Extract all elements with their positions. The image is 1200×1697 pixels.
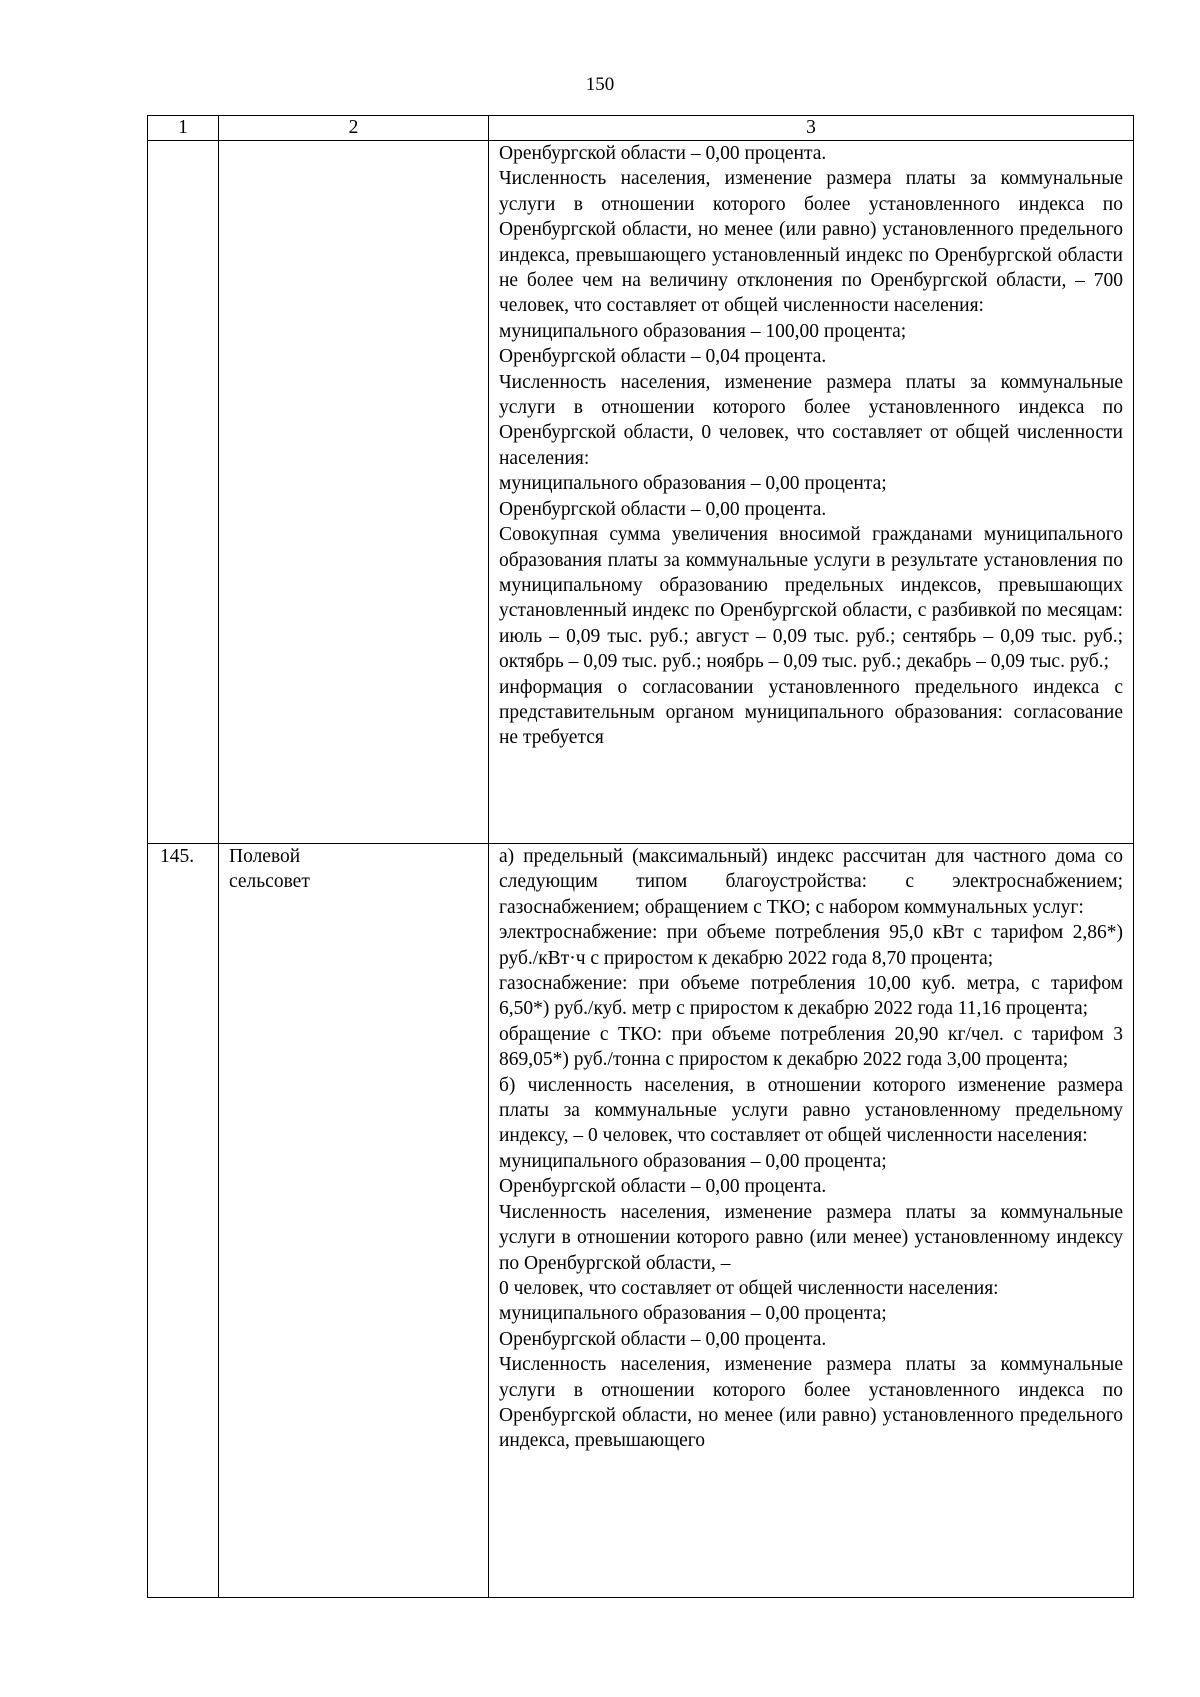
municipality-name-cell bbox=[219, 141, 489, 844]
column-header-3: 3 bbox=[489, 116, 1134, 141]
column-header-2: 2 bbox=[219, 116, 489, 141]
paragraph: газоснабжение: при объеме потребления 10,00 куб. метра, с тарифом 6,50*) руб./куб. метр с приростом к декабрю 2022 года 11,16 процента; bbox=[499, 973, 1123, 1020]
table-row-145 bbox=[148, 844, 1134, 1598]
paragraph: Оренбургской области – 0,00 процента. bbox=[499, 143, 827, 164]
paragraph: обращение с ТКО: при объеме потребления 20,90 кг/чел. с тарифом 3 869,05*) руб./тонна с приростом к декабрю 2022 года 3,00 процента; bbox=[499, 1023, 1123, 1071]
details-cell bbox=[489, 141, 1134, 844]
paragraph: муниципального образования – 0,00 процента; bbox=[499, 1150, 887, 1172]
table-row-continuation bbox=[148, 141, 1134, 844]
paragraph: Оренбургской области – 0,00 процента. bbox=[499, 1328, 827, 1350]
paragraph: электроснабжение: при объеме потребления 95,0 кВт с тарифом 2,86*) руб./кВт·ч с приростом к декабрю 2022 года 8,70 процента; bbox=[499, 922, 1123, 969]
paragraph: Численность населения, изменение размера платы за коммунальные услуги в отношении которого более установленного индекса по Оренбургской области, но менее (или равно) установленного предельного индекса, превышающего установленный индекс по Оренбургской области не более чем на величину отклонения по Оренбургской области, – 700 человек, что составляет от общей численности населения: bbox=[499, 168, 1123, 317]
paragraph: Численность населения, изменение размера платы за коммунальные услуги в отношении которого более установленного индекса по Оренбургской области, 0 человек, что составляет от общей численности населения: bbox=[499, 371, 1123, 469]
paragraph: информация о согласовании установленного предельного индекса с представительным органом муниципального образования: согласование не требуется bbox=[499, 676, 1123, 749]
paragraph: Оренбургской области – 0,00 процента. bbox=[499, 1176, 827, 1198]
paragraph: 0 человек, что составляет от общей численности населения: bbox=[499, 1277, 999, 1299]
municipality-name-line: Полевой bbox=[229, 846, 301, 867]
paragraph: а) предельный (максимальный) индекс рассчитан для частного дома со следующим типом благоустройства: с электроснабжением; газоснабжением; обращением с ТКО; с набором коммунальных услуг: bbox=[499, 846, 1123, 918]
page-number: 150 bbox=[585, 74, 615, 95]
paragraph: Численность населения, изменение размера платы за коммунальные услуги в отношении которого равно (или менее) установленному индексу по Оренбургской области, – bbox=[499, 1201, 1123, 1274]
column-header-1: 1 bbox=[148, 116, 219, 141]
paragraph: Численность населения, изменение размера платы за коммунальные услуги в отношении которого более установленного индекса по Оренбургской области, но менее (или равно) установленного предельного индекса, превышающего bbox=[499, 1354, 1123, 1452]
table-header bbox=[148, 116, 1134, 141]
municipality-name-cell bbox=[219, 844, 489, 1598]
row-number-cell: 145. bbox=[148, 844, 219, 1598]
paragraph: Оренбургской области – 0,04 процента. bbox=[499, 346, 827, 368]
document-table bbox=[147, 115, 1134, 1598]
row-number-cell bbox=[148, 141, 219, 844]
paragraph: Совокупная сумма увеличения вносимой гражданами муниципального образования платы за коммунальные услуги в результате установления по муниципальному образованию предельных индексов, превышающих установленный индекс по Оренбургской области, с разбивкой по месяцам: июль – 0,09 тыс. руб.; август – 0,09 тыс. руб.; сентябрь – 0,09 тыс. руб.; октябрь – 0,09 тыс. руб.; ноябрь – 0,09 тыс. руб.; декабрь – 0,09 тыс. руб.; bbox=[499, 524, 1123, 673]
paragraph: муниципального образования – 0,00 процента; bbox=[499, 473, 887, 495]
paragraph: муниципального образования – 0,00 процента; bbox=[499, 1303, 887, 1325]
paragraph: б) численность населения, в отношении которого изменение размера платы за коммунальные услуги равно установленному предельному индексу, – 0 человек, что составляет от общей численности населения: bbox=[499, 1074, 1123, 1147]
municipality-name-line: сельсовет bbox=[229, 871, 310, 893]
paragraph: Оренбургской области – 0,00 процента. bbox=[499, 498, 827, 520]
paragraph: муниципального образования – 100,00 процента; bbox=[499, 320, 907, 342]
details-cell bbox=[489, 844, 1134, 1598]
